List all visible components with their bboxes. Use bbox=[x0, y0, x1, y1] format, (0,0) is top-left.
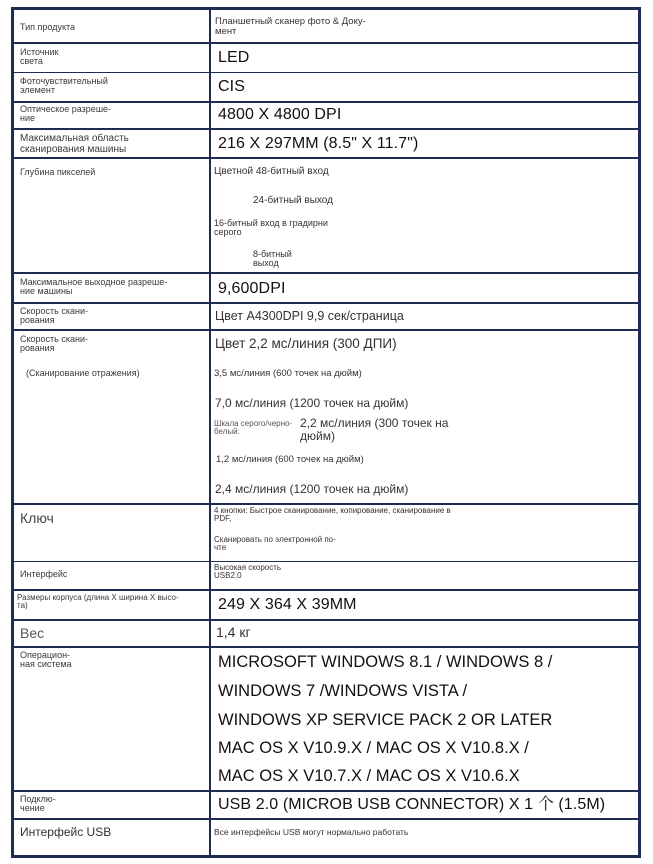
label-sensor: Фоточувствительный элемент bbox=[20, 76, 108, 96]
label-gray-bw: Шкала серого/черно- белый: bbox=[214, 419, 293, 437]
value-max-scan-area: 216 X 297MM (8.5" X 11.7") bbox=[218, 135, 419, 152]
label-dimensions: Размеры корпуса (длина X ширина X высо- та) bbox=[17, 593, 179, 611]
value-keys-buttons: 4 кнопки: Быстрое сканирование, копирование, сканирование в PDF, bbox=[214, 506, 451, 524]
row-divider bbox=[11, 101, 641, 103]
value-speed-color-600: 3,5 мс/линия (600 точек на дюйм) bbox=[214, 368, 362, 379]
value-connection: USB 2.0 (MICROB USB CONNECTOR) X 1 个 (1.5M) bbox=[218, 796, 606, 813]
label-connection: Подклю- чение bbox=[20, 794, 56, 814]
value-keys-email: Сканировать по электронной по- чте bbox=[214, 535, 336, 553]
label-scan-speed-reflect: Скорость скани- рования bbox=[20, 334, 89, 354]
value-os-line-2: WINDOWS 7 /WINDOWS VISTA / bbox=[218, 682, 468, 700]
value-bit-depth-gray-in: 16-битный вход в градирни серого bbox=[214, 218, 328, 238]
row-divider bbox=[11, 619, 641, 621]
value-dimensions: 249 X 364 X 39MM bbox=[218, 596, 357, 613]
label-max-scan-area: Максимальная область сканирования машины bbox=[20, 133, 129, 155]
value-bit-depth-color-in: Цветной 48-битный вход bbox=[214, 166, 329, 177]
column-divider bbox=[209, 7, 211, 858]
row-divider bbox=[11, 503, 641, 505]
value-light-source: LED bbox=[218, 49, 250, 66]
value-weight: 1,4 кг bbox=[216, 624, 251, 640]
label-light-source: Источник света bbox=[20, 47, 59, 67]
value-product-type: Планшетный сканер фото & Доку- мент bbox=[215, 16, 366, 37]
value-speed-gray-300: 2,2 мс/линия (300 точек на дюйм) bbox=[300, 416, 449, 443]
label-max-output-resolution: Максимальное выходное разреше- ние машины bbox=[20, 277, 168, 297]
row-divider bbox=[11, 818, 641, 820]
label-bit-depth: Глубина пикселей bbox=[20, 167, 96, 177]
row-divider bbox=[11, 646, 641, 648]
row-divider bbox=[11, 157, 641, 159]
label-product-type: Тип продукта bbox=[20, 22, 76, 32]
row-divider bbox=[11, 272, 641, 274]
value-bit-depth-color-out: 24-битный выход bbox=[253, 195, 333, 206]
value-os-line-4: MAC OS X V10.9.X / MAC OS X V10.8.X / bbox=[218, 739, 529, 757]
label-interface: Интерфейс bbox=[20, 569, 68, 579]
row-divider bbox=[11, 42, 641, 44]
label-scan-reflect-sub: (Сканирование отражения) bbox=[26, 368, 140, 378]
row-divider bbox=[11, 561, 641, 562]
value-os-line-3: WINDOWS XP SERVICE PACK 2 OR LATER bbox=[218, 711, 553, 729]
label-os: Операцион- ная система bbox=[20, 650, 72, 670]
row-divider bbox=[11, 329, 641, 331]
row-divider bbox=[11, 128, 641, 130]
label-optical-resolution: Оптическое разреше- ние bbox=[20, 104, 112, 124]
row-divider bbox=[11, 72, 641, 73]
row-divider bbox=[11, 589, 641, 591]
value-speed-color-1200: 7,0 мс/линия (1200 точек на дюйм) bbox=[215, 396, 409, 410]
label-keys: Ключ bbox=[20, 510, 54, 526]
value-speed-gray-1200: 2,4 мс/линия (1200 точек на дюйм) bbox=[215, 482, 409, 496]
value-optical-resolution: 4800 X 4800 DPI bbox=[218, 106, 342, 123]
row-divider bbox=[11, 790, 641, 792]
value-sensor: CIS bbox=[218, 78, 245, 95]
value-speed-color-300: Цвет 2,2 мс/линия (300 ДПИ) bbox=[215, 336, 397, 351]
label-weight: Вес bbox=[20, 625, 45, 641]
value-os-line-1: MICROSOFT WINDOWS 8.1 / WINDOWS 8 / bbox=[218, 653, 553, 671]
value-bit-depth-gray-out: 8-битный выход bbox=[253, 249, 292, 269]
value-os-line-5: MAC OS X V10.7.X / MAC OS X V10.6.X bbox=[218, 767, 520, 785]
value-interface: Высокая скорость USB2.0 bbox=[214, 563, 282, 581]
value-scan-speed-doc: Цвет A4300DPI 9,9 сек/страница bbox=[215, 309, 404, 323]
value-speed-gray-600: 1,2 мс/линия (600 точек на дюйм) bbox=[216, 454, 364, 465]
value-usb-interface: Все интерфейсы USB могут нормально работать bbox=[214, 827, 409, 837]
label-scan-speed-doc: Скорость скани- рования bbox=[20, 306, 89, 326]
label-usb-interface: Интерфейс USB bbox=[20, 825, 112, 839]
value-max-output-resolution: 9,600DPI bbox=[218, 280, 286, 297]
row-divider bbox=[11, 302, 641, 304]
